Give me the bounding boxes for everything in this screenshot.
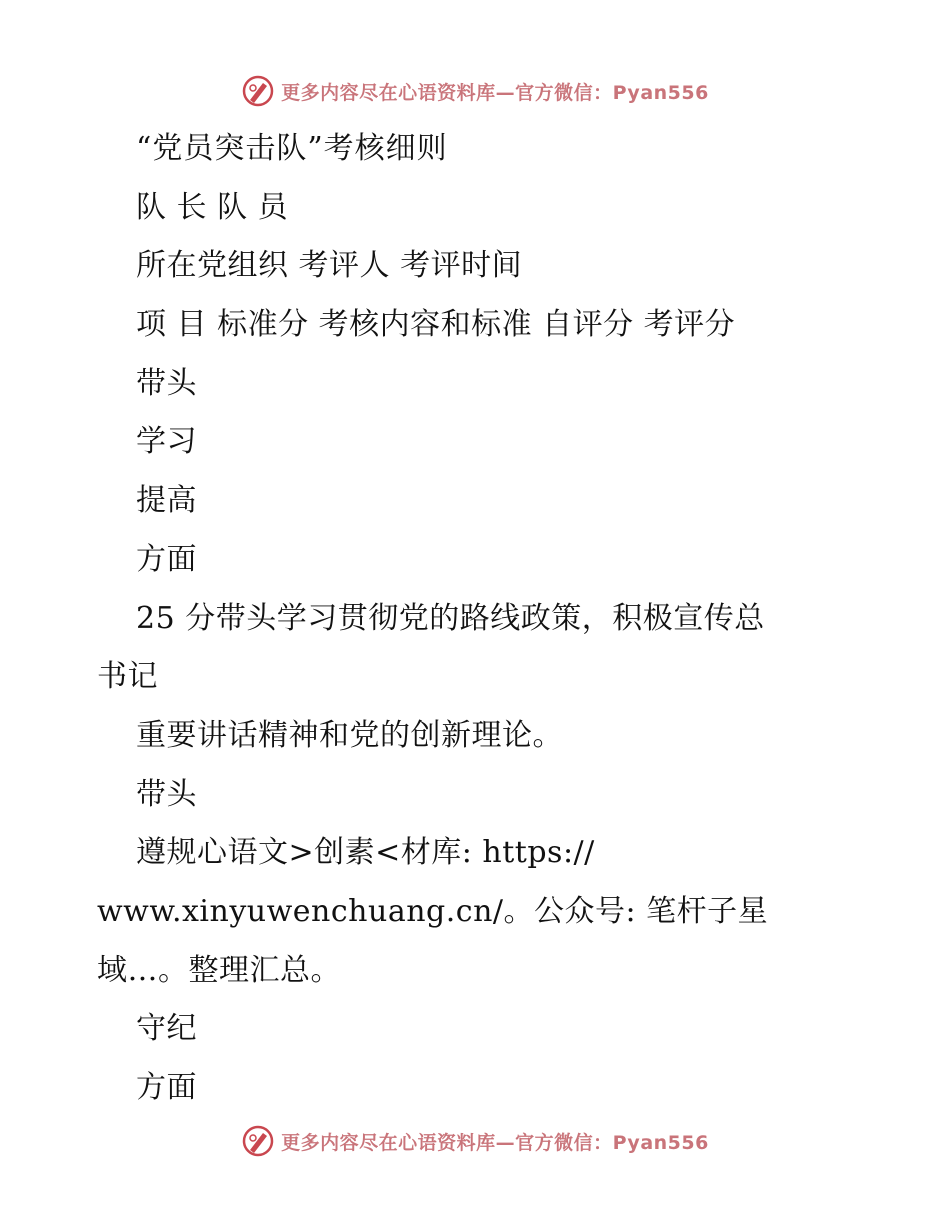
text-line: 25 分带头学习贯彻党的路线政策，积极宣传总 [136, 600, 765, 636]
text-line: 提高 [136, 483, 197, 519]
text-line: 队 长 队 员 [136, 189, 289, 225]
text-line: 带头 [136, 365, 197, 401]
text-line: 守纪 [136, 1011, 197, 1047]
text-line: 方面 [136, 1070, 197, 1105]
text-line: 学习 [136, 424, 197, 460]
footer-watermark [0, 1124, 950, 1158]
document-body [0, 120, 950, 1118]
text-line: 项 目 标准分 考核内容和标准 自评分 考评分 [136, 307, 736, 343]
text-line: 带头 [136, 776, 197, 812]
pen-logo-icon [241, 74, 275, 108]
document-title: “党员突击队”考核细则 [136, 131, 448, 166]
watermark-text: 更多内容尽在心语资料库—官方微信：Pyan556 [281, 1131, 709, 1154]
text-line: www.xinyuwenchuang.cn/。公众号: 笔杆子星 [97, 893, 769, 929]
text-line: 域…。整理汇总。 [97, 952, 341, 988]
header-watermark [0, 74, 950, 108]
text-line: 遵规心语文>创素<材库: https:// [136, 835, 595, 871]
text-line: 重要讲话精神和党的创新理论。 [136, 717, 563, 753]
text-line: 书记 [97, 659, 158, 695]
pen-logo-icon [241, 1124, 275, 1158]
text-line: 所在党组织 考评人 考评时间 [136, 248, 523, 284]
text-line: 方面 [136, 541, 197, 577]
watermark-text: 更多内容尽在心语资料库—官方微信：Pyan556 [281, 81, 709, 104]
